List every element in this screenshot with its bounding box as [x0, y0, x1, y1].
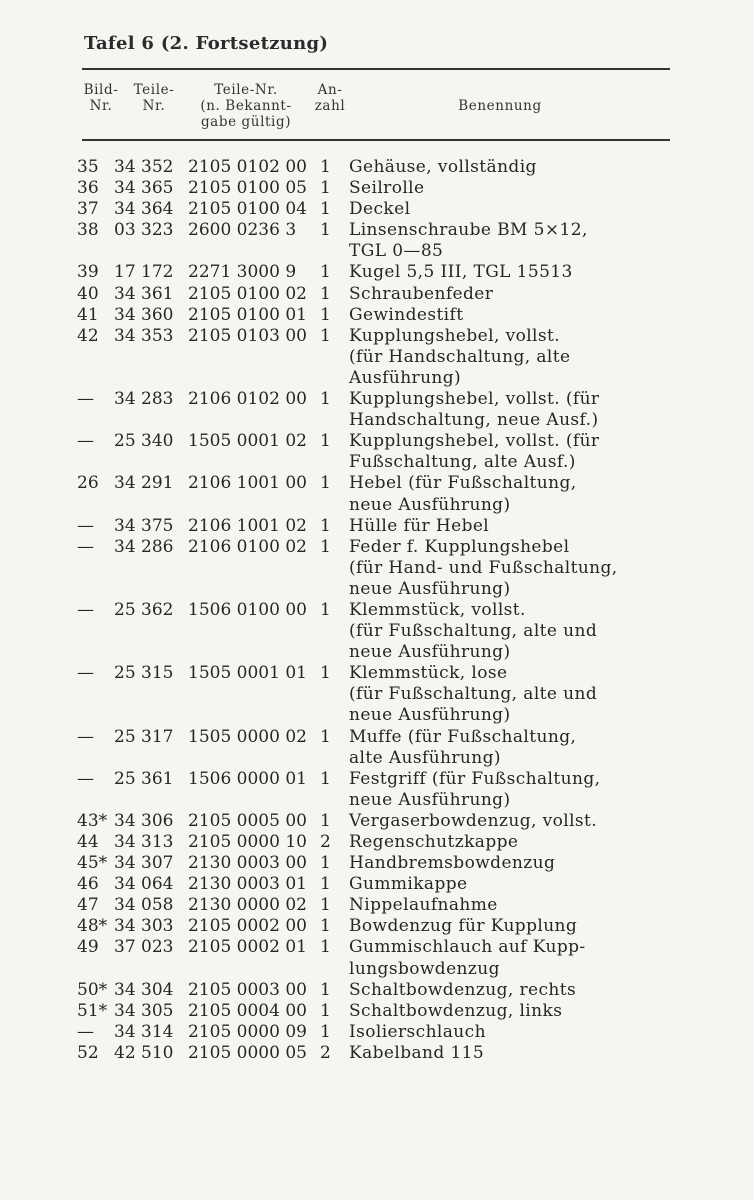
header-teile-line: Nr.	[142, 98, 166, 114]
benennung-line: (für Handschaltung, alte	[349, 346, 571, 367]
teile-nr-cell: 25 317	[114, 726, 174, 747]
benennung-line: (für Hand- und Fußschaltung,	[349, 557, 618, 578]
teile-nr-bekanntgabe-cell: 2600 0236 3	[188, 220, 297, 241]
bild-nr-cell: 36	[77, 178, 99, 199]
benennung-line: neue Ausführung)	[349, 494, 511, 515]
bild-nr-cell: —	[77, 536, 94, 557]
header-bottom-rule	[82, 139, 670, 141]
benennung-line: Kupplungshebel, vollst. (für	[349, 389, 600, 410]
header-bild-nr	[80, 82, 122, 114]
header-anzahl	[310, 82, 350, 114]
teile-nr-cell: 34 306	[114, 810, 174, 831]
anzahl-cell: 1	[320, 1000, 331, 1021]
header-benennung: Benennung	[458, 98, 542, 114]
benennung-cell	[349, 1001, 729, 1022]
teile-nr-bekanntgabe-cell: 1505 0001 02	[188, 431, 307, 452]
benennung-cell	[349, 305, 729, 326]
benennung-line: Kupplungshebel, vollst. (für	[349, 431, 600, 452]
benennung-cell	[349, 326, 729, 389]
benennung-cell	[349, 157, 729, 178]
anzahl-cell: 1	[320, 895, 331, 916]
anzahl-cell: 1	[320, 473, 331, 494]
teile-nr-bekanntgabe-cell: 2105 0103 00	[188, 325, 307, 346]
teile-nr-bekanntgabe-cell: 2105 0100 01	[188, 304, 307, 325]
benennung-line: Nippelaufnahme	[349, 895, 498, 916]
bild-nr-cell: —	[77, 389, 94, 410]
benennung-cell	[349, 1022, 729, 1043]
benennung-line: neue Ausführung)	[349, 642, 511, 663]
table-row	[0, 832, 754, 853]
table-row	[0, 516, 754, 537]
anzahl-cell: 1	[320, 431, 331, 452]
table-row	[0, 1001, 754, 1022]
benennung-line: Schaltbowdenzug, links	[349, 1000, 563, 1021]
benennung-line: Bowdenzug für Kupplung	[349, 916, 578, 937]
bild-nr-cell: 26	[77, 473, 99, 494]
anzahl-cell: 1	[320, 874, 331, 895]
benennung-cell	[349, 727, 729, 769]
header-teile-nr-bekanntgabe	[186, 82, 306, 130]
table-row	[0, 853, 754, 874]
anzahl-cell: 1	[320, 979, 331, 1000]
teile-nr-cell: 25 340	[114, 431, 174, 452]
teile-nr-bekanntgabe-cell: 2105 0000 05	[188, 1042, 307, 1063]
table-row	[0, 537, 754, 600]
benennung-cell	[349, 284, 729, 305]
teile-nr-cell: 34 361	[114, 283, 174, 304]
bild-nr-cell: 45*	[77, 853, 108, 874]
benennung-line: Isolierschlauch	[349, 1021, 486, 1042]
teile-nr-bekanntgabe-cell: 2105 0005 00	[188, 810, 307, 831]
teile-nr-cell: 34 313	[114, 832, 174, 852]
teile-nr-cell: 03 323	[114, 220, 174, 241]
benennung-line: Schraubenfeder	[349, 283, 494, 304]
anzahl-cell: 1	[320, 283, 331, 304]
teile-nr-bekanntgabe-cell: 2271 3000 9	[188, 262, 297, 283]
benennung-cell	[349, 663, 729, 726]
bild-nr-cell: 35	[77, 157, 99, 177]
anzahl-cell: 1	[320, 810, 331, 831]
anzahl-cell: 1	[320, 515, 331, 536]
benennung-line: lungsbowdenzug	[349, 958, 500, 979]
benennung-line: Deckel	[349, 199, 411, 220]
table-row	[0, 895, 754, 916]
benennung-line: Seilrolle	[349, 178, 425, 199]
bild-nr-cell: 52	[77, 1042, 99, 1063]
teile-nr-cell: 34 307	[114, 853, 174, 874]
benennung-line: Fußschaltung, alte Ausf.)	[349, 452, 576, 473]
benennung-line: (für Fußschaltung, alte und	[349, 621, 598, 642]
benennung-line: Handbremsbowdenzug	[349, 853, 556, 874]
teile-nr-cell: 25 362	[114, 599, 174, 620]
bild-nr-cell: —	[77, 663, 94, 684]
bild-nr-cell: 51*	[77, 1000, 108, 1021]
teile-nr-bekanntgabe-cell: 2105 0003 00	[188, 979, 307, 1000]
benennung-line: Klemmstück, vollst.	[349, 599, 526, 620]
bild-nr-cell: 48*	[77, 916, 108, 937]
anzahl-cell: 1	[320, 768, 331, 789]
anzahl-cell: 1	[320, 1021, 331, 1042]
benennung-line: neue Ausführung)	[349, 578, 511, 599]
teile-nr-bekanntgabe-cell: 2105 0100 05	[188, 178, 307, 199]
benennung-cell	[349, 473, 729, 515]
benennung-cell	[349, 895, 729, 916]
benennung-line: Kabelband 115	[349, 1042, 485, 1063]
teile-nr-cell: 34 364	[114, 199, 174, 220]
benennung-cell	[349, 916, 729, 937]
bild-nr-cell: —	[77, 1021, 94, 1042]
teile-nr-bekanntgabe-cell: 2106 0102 00	[188, 389, 307, 410]
table-row	[0, 178, 754, 199]
bild-nr-cell: —	[77, 599, 94, 620]
teile-nr-bekanntgabe-cell: 2105 0002 01	[188, 937, 307, 958]
teile-nr-bekanntgabe-cell: 2105 0000 09	[188, 1021, 307, 1042]
header-anzahl-line: zahl	[314, 98, 346, 114]
anzahl-cell: 1	[320, 726, 331, 747]
benennung-line: Regenschutzkappe	[349, 832, 519, 852]
benennung-line: Hülle für Hebel	[349, 515, 490, 536]
bild-nr-cell: —	[77, 726, 94, 747]
anzahl-cell: 1	[320, 178, 331, 199]
teile-nr-cell: 34 314	[114, 1021, 174, 1042]
table-row	[0, 874, 754, 895]
parts-table	[0, 157, 754, 1064]
benennung-line: (für Fußschaltung, alte und	[349, 684, 598, 705]
anzahl-cell: 2	[320, 832, 331, 852]
benennung-cell	[349, 853, 729, 874]
benennung-line: neue Ausführung)	[349, 705, 511, 726]
benennung-line: Handschaltung, neue Ausf.)	[349, 410, 599, 431]
benennung-line: Kupplungshebel, vollst.	[349, 325, 561, 346]
table-row	[0, 937, 754, 979]
benennung-cell	[349, 1043, 729, 1064]
teile-nr-cell: 34 286	[114, 536, 174, 557]
teile-nr-cell: 34 352	[114, 157, 174, 177]
bild-nr-cell: —	[77, 515, 94, 536]
teile-nr-bekanntgabe-cell: 1506 0100 00	[188, 599, 307, 620]
anzahl-cell: 1	[320, 916, 331, 937]
teile-nr-cell: 34 375	[114, 515, 174, 536]
teile-nr-bekanntgabe-cell: 2106 1001 02	[188, 515, 307, 536]
teile-nr-cell: 34 283	[114, 389, 174, 410]
table-row	[0, 916, 754, 937]
benennung-line: Gummikappe	[349, 874, 468, 895]
benennung-line: Festgriff (für Fußschaltung,	[349, 768, 601, 789]
benennung-line: Hebel (für Fußschaltung,	[349, 473, 577, 494]
benennung-line: Kugel 5,5 III, TGL 15513	[349, 262, 573, 283]
benennung-line: Gewindestift	[349, 304, 464, 325]
teile-nr-bekanntgabe-cell: 2130 0003 01	[188, 874, 307, 895]
teile-nr-bekanntgabe-cell: 2105 0002 00	[188, 916, 307, 937]
anzahl-cell: 1	[320, 304, 331, 325]
table-row	[0, 473, 754, 515]
teile-nr-cell: 34 353	[114, 325, 174, 346]
table-row	[0, 326, 754, 389]
table-row	[0, 1022, 754, 1043]
teile-nr-cell: 17 172	[114, 262, 174, 283]
benennung-cell	[349, 769, 729, 811]
benennung-cell	[349, 516, 729, 537]
benennung-cell	[349, 811, 729, 832]
teile-nr-cell: 34 058	[114, 895, 174, 916]
bild-nr-cell: 46	[77, 874, 99, 895]
benennung-cell	[349, 537, 729, 600]
bild-nr-cell: —	[77, 431, 94, 452]
benennung-cell	[349, 262, 729, 283]
anzahl-cell: 1	[320, 157, 331, 177]
teile-nr-cell: 42 510	[114, 1042, 174, 1063]
anzahl-cell: 1	[320, 199, 331, 220]
benennung-line: Gummischlauch auf Kupp-	[349, 937, 586, 958]
benennung-line: Muffe (für Fußschaltung,	[349, 726, 577, 747]
benennung-cell	[349, 874, 729, 895]
teile-nr-cell: 34 365	[114, 178, 174, 199]
teile-nr-bekanntgabe-cell: 1505 0000 02	[188, 726, 307, 747]
benennung-cell	[349, 220, 729, 262]
benennung-cell	[349, 600, 729, 663]
benennung-cell	[349, 937, 729, 979]
header-teile-nr	[127, 82, 181, 114]
anzahl-cell: 1	[320, 220, 331, 241]
header-teile-line: Teile-	[133, 82, 175, 98]
benennung-line: Linsenschraube BM 5×12,	[349, 220, 588, 241]
table-row	[0, 811, 754, 832]
teile-nr-cell: 34 303	[114, 916, 174, 937]
teile-nr-cell: 34 304	[114, 979, 174, 1000]
table-row	[0, 199, 754, 220]
bild-nr-cell: 47	[77, 895, 99, 916]
header-teilenr-line: (n. Bekannt-	[200, 98, 292, 114]
teile-nr-cell: 34 064	[114, 874, 174, 895]
teile-nr-cell: 34 305	[114, 1000, 174, 1021]
bild-nr-cell: 43*	[77, 810, 108, 831]
teile-nr-bekanntgabe-cell: 2106 1001 00	[188, 473, 307, 494]
table-row	[0, 663, 754, 726]
teile-nr-cell: 34 291	[114, 473, 174, 494]
table-row	[0, 220, 754, 262]
bild-nr-cell: 44	[77, 832, 99, 852]
bild-nr-cell: 50*	[77, 979, 108, 1000]
anzahl-cell: 1	[320, 599, 331, 620]
teile-nr-bekanntgabe-cell: 2105 0000 10	[188, 832, 307, 852]
header-teilenr-line: gabe gültig)	[200, 114, 292, 130]
page-title: Tafel 6 (2. Fortsetzung)	[84, 33, 329, 54]
benennung-line: Klemmstück, lose	[349, 663, 508, 684]
table-row	[0, 157, 754, 178]
teile-nr-bekanntgabe-cell: 2105 0102 00	[188, 157, 307, 177]
bild-nr-cell: 41	[77, 304, 99, 325]
benennung-cell	[349, 178, 729, 199]
header-teilenr-line: Teile-Nr.	[214, 82, 278, 98]
benennung-cell	[349, 832, 729, 853]
teile-nr-cell: 37 023	[114, 937, 174, 958]
table-row	[0, 305, 754, 326]
table-row	[0, 1043, 754, 1064]
teile-nr-bekanntgabe-cell: 2105 0100 04	[188, 199, 307, 220]
benennung-line: TGL 0—85	[349, 241, 444, 262]
teile-nr-bekanntgabe-cell: 2130 0000 02	[188, 895, 307, 916]
benennung-line: Ausführung)	[349, 367, 462, 388]
anzahl-cell: 1	[320, 937, 331, 958]
benennung-line: neue Ausführung)	[349, 789, 511, 810]
teile-nr-bekanntgabe-cell: 2130 0003 00	[188, 853, 307, 874]
anzahl-cell: 1	[320, 389, 331, 410]
header-top-rule	[82, 68, 670, 70]
anzahl-cell: 2	[320, 1042, 331, 1063]
table-row	[0, 980, 754, 1001]
benennung-line: Gehäuse, vollständig	[349, 157, 537, 177]
teile-nr-bekanntgabe-cell: 2105 0100 02	[188, 283, 307, 304]
anzahl-cell: 1	[320, 663, 331, 684]
table-row	[0, 284, 754, 305]
anzahl-cell: 1	[320, 853, 331, 874]
teile-nr-cell: 34 360	[114, 304, 174, 325]
anzahl-cell: 1	[320, 325, 331, 346]
benennung-cell	[349, 389, 729, 431]
teile-nr-cell: 25 361	[114, 768, 174, 789]
benennung-line: Feder f. Kupplungshebel	[349, 536, 570, 557]
header-bild-line: Nr.	[89, 98, 113, 114]
teile-nr-bekanntgabe-cell: 1505 0001 01	[188, 663, 307, 684]
bild-nr-cell: 40	[77, 283, 99, 304]
table-row	[0, 262, 754, 283]
anzahl-cell: 1	[320, 536, 331, 557]
benennung-cell	[349, 199, 729, 220]
bild-nr-cell: 37	[77, 199, 99, 220]
table-row	[0, 389, 754, 431]
header-bild-line: Bild-	[83, 82, 119, 98]
benennung-cell	[349, 431, 729, 473]
teile-nr-bekanntgabe-cell: 2105 0004 00	[188, 1000, 307, 1021]
bild-nr-cell: 49	[77, 937, 99, 958]
teile-nr-cell: 25 315	[114, 663, 174, 684]
table-row	[0, 431, 754, 473]
teile-nr-bekanntgabe-cell: 1506 0000 01	[188, 768, 307, 789]
benennung-cell	[349, 980, 729, 1001]
header-anzahl-line: An-	[317, 82, 343, 98]
bild-nr-cell: 39	[77, 262, 99, 283]
table-row	[0, 769, 754, 811]
benennung-line: alte Ausführung)	[349, 747, 501, 768]
anzahl-cell: 1	[320, 262, 331, 283]
benennung-line: Vergaserbowdenzug, vollst.	[349, 810, 598, 831]
table-row	[0, 600, 754, 663]
teile-nr-bekanntgabe-cell: 2106 0100 02	[188, 536, 307, 557]
table-row	[0, 727, 754, 769]
bild-nr-cell: 42	[77, 325, 99, 346]
bild-nr-cell: —	[77, 768, 94, 789]
bild-nr-cell: 38	[77, 220, 99, 241]
benennung-line: Schaltbowdenzug, rechts	[349, 979, 577, 1000]
